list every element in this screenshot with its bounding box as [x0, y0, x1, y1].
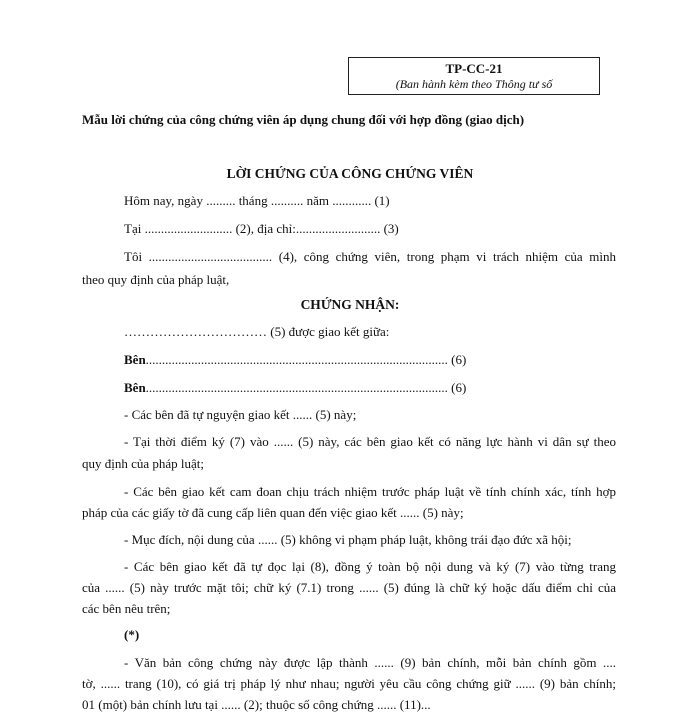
clause-capacity: - Tại thời điểm ký (7) vào ...... (5) này, các bên giao kết có năng lực hành vi dân sự theo [124, 434, 616, 449]
form-subtitle: Mẫu lời chứng của công chứng viên áp dụng chung đối với hợp đồng (giao dịch) [82, 112, 525, 127]
main-title: LỜI CHỨNG CỦA CÔNG CHỨNG VIÊN [226, 166, 474, 181]
clause-responsibility-continued: pháp của các giấy tờ đã cung cấp liên quan đến việc giao kết ...... (5) này; [82, 505, 464, 520]
form-code: TP-CC-21 [445, 61, 503, 76]
party-fill: ............................................................................................. (6) [145, 352, 467, 367]
clause-purpose: - Mục đích, nội dung của ...... (5) không vi phạm pháp luật, không trái đạo đức xã hội; [124, 532, 572, 547]
party-line [124, 352, 466, 368]
place-line: Tại ........................... (2), địa chỉ:.......................... (3) [124, 221, 399, 236]
notary-line-continued: theo quy định của pháp luật, [82, 272, 230, 287]
clause-copies-end: 01 (một) bản chính lưu tại ...... (2); thuộc số công chứng ...... (11)... [82, 697, 431, 712]
clause-copies: - Văn bản công chứng này được lập thành ...... (9) bản chính, mỗi bản chính gồm .... [124, 655, 616, 670]
party-label: Bên [124, 380, 146, 395]
clause-responsibility: - Các bên giao kết cam đoan chịu trách nhiệm trước pháp luật về tính chính xác, tính hợp [124, 484, 616, 499]
contract-line: …………………………… (5) được giao kết giữa: [124, 324, 390, 339]
clause-signing-end: các bên nêu trên; [82, 601, 171, 616]
certify-title: CHỨNG NHẬN: [300, 297, 400, 312]
notary-line: Tôi ...................................... (4), công chứng viên, trong phạm vi trách nhiệm của mình [124, 249, 616, 264]
party-label: Bên [124, 352, 146, 367]
party-fill: ............................................................................................. (6) [145, 380, 467, 395]
clause-capacity-continued: quy định của pháp luật; [82, 456, 205, 471]
form-note: (Ban hành kèm theo Thông tư số [395, 77, 553, 91]
clause-signing: - Các bên giao kết đã tự đọc lại (8), đồng ý toàn bộ nội dung và ký (7) vào từng trang [124, 559, 616, 574]
clause-voluntary: - Các bên đã tự nguyện giao kết ...... (5) này; [124, 407, 357, 422]
clause-copies-continued: tờ, ...... trang (10), có giá trị pháp lý như nhau; người yêu cầu công chứng giữ ...... (9) bản chính; [82, 676, 616, 691]
form-code-box [348, 57, 600, 95]
clause-signing-continued: của ...... (5) này trước mặt tôi; chữ ký (7.1) trong ...... (5) đúng là chữ ký hoặc dấu điểm chỉ của [82, 580, 616, 595]
optional-marker: (*) [124, 627, 140, 642]
date-line: Hôm nay, ngày ......... tháng .......... năm ............ (1) [124, 193, 390, 208]
party-line [124, 380, 466, 396]
